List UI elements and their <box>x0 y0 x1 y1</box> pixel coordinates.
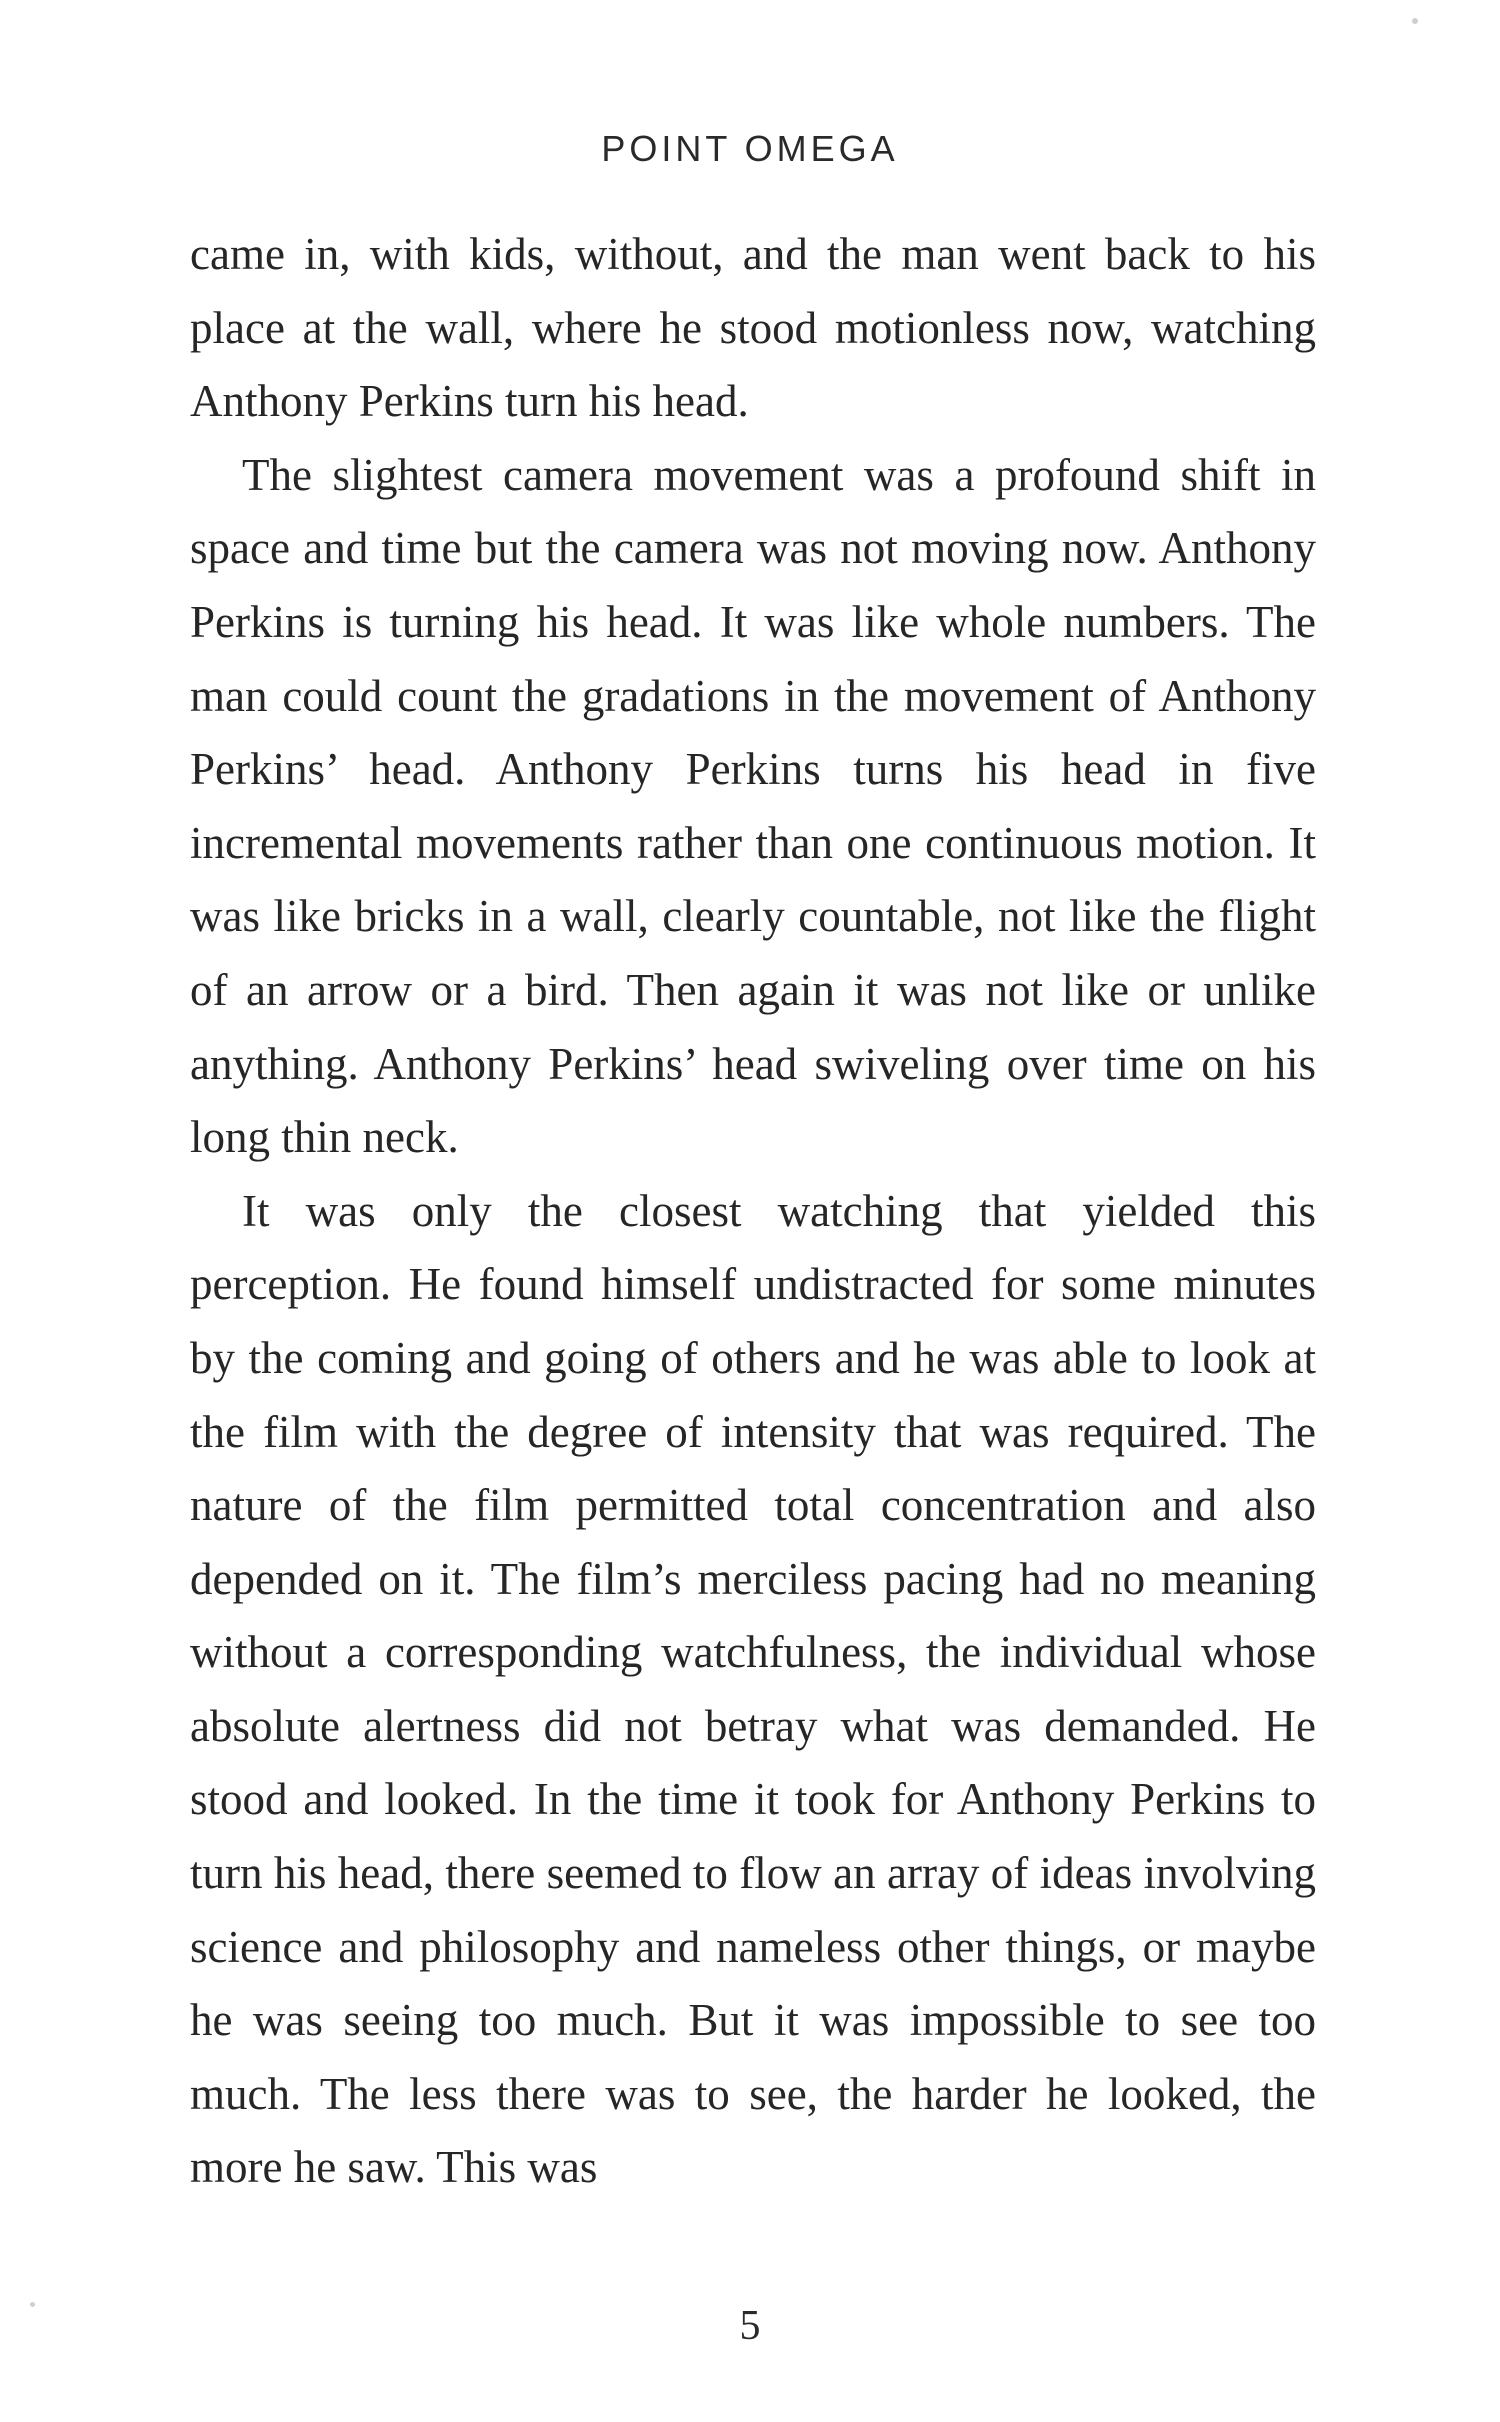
running-header-title: POINT OMEGA <box>601 128 899 169</box>
page-number: 5 <box>739 2303 761 2349</box>
scan-speck <box>30 2302 35 2307</box>
scan-speck <box>1412 18 1418 24</box>
paragraph-1: came in, with kids, without, and the man went back to his place at the wall, where he stood motionless now, watching Anthony Perkins turn his head. <box>190 229 1316 427</box>
paragraph-2: The slightest camera movement was a profound shift in space and time but the camera was not moving now. Anthony Perkins is turning his head. It was like whole numbers. The man could count the gradations in the movement of Anthony Perkins’ head. Anthony Perkins turns his head in five incremental movements rather than one continuous motion. It was like bricks in a wall, clearly countable, not like the flight of an arrow or a bird. Then again it was not like or unlike anything. Anthony Perkins’ head swiveling over time on his long thin neck. <box>190 449 1316 1163</box>
body-text <box>190 218 1316 2205</box>
paragraph-3: It was only the closest watching that yielded this perception. He found himself undistracted for some minutes by the coming and going of others and he was able to look at the film with the degree of intensity that was required. The nature of the film permitted total concentration and also depended on it. The film’s merciless pacing had no meaning without a corresponding watchfulness, the individual whose absolute alertness did not betray what was demanded. He stood and looked. In the time it took for Anthony Perkins to turn his head, there seemed to flow an array of ideas involving science and philosophy and nameless other things, or maybe he was seeing too much. But it was impossible to see too much. The less there was to see, the harder he looked, the more he saw. This was <box>190 1185 1316 2193</box>
